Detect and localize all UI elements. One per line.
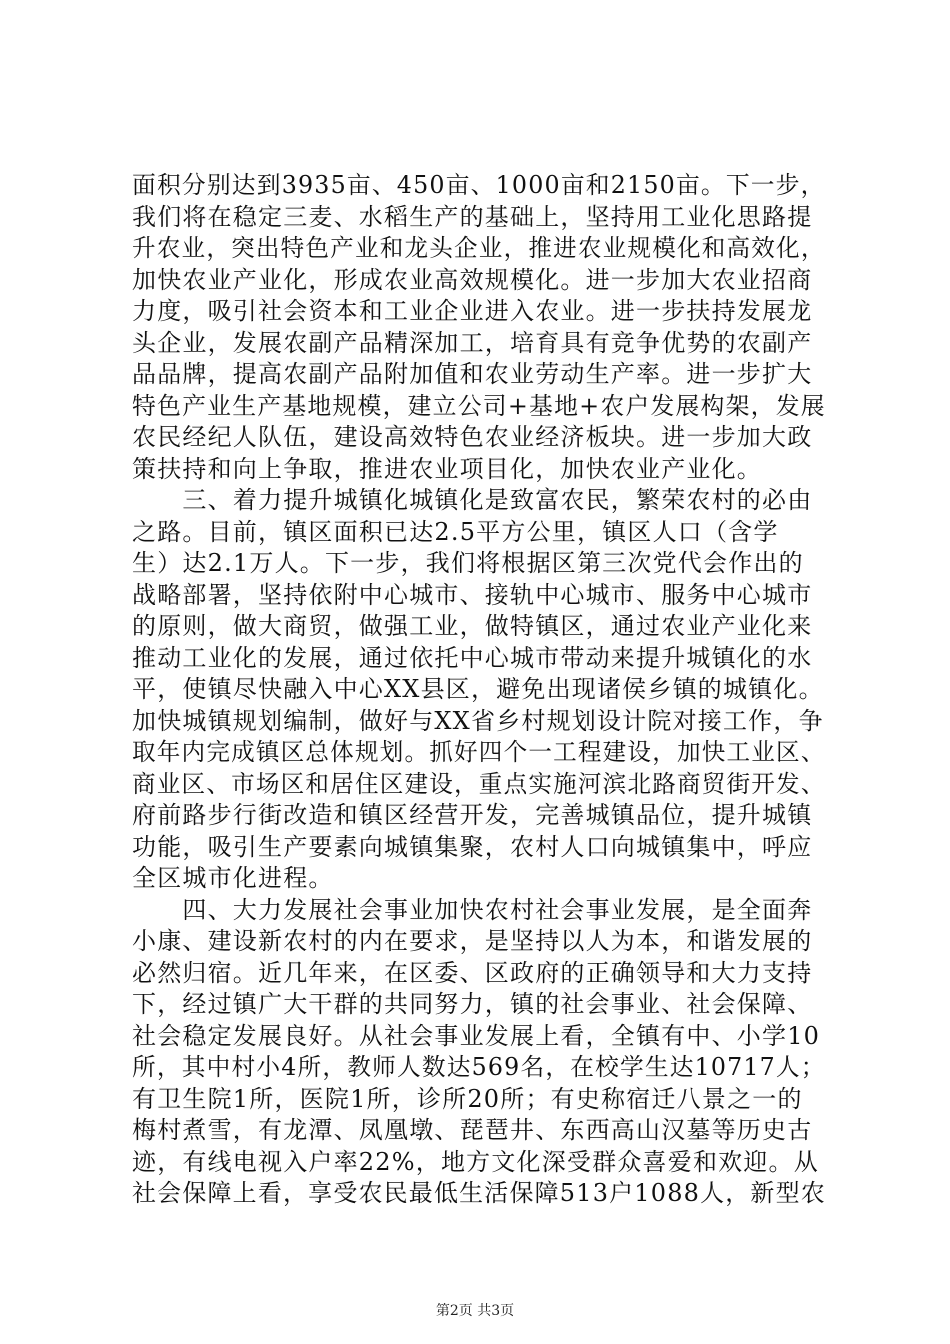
text-line: 我们将在稳定三麦、水稻生产的基础上，坚持用工业化思路提: [132, 202, 813, 231]
text-line: 有卫生院1所，医院1所，诊所20所；有史称宿迁八景之一的: [132, 1084, 803, 1113]
text-line: 三、着力提升城镇化城镇化是致富农民，繁荣农村的必由: [132, 486, 813, 514]
text-line: 头企业，发展农副产品精深加工，培育具有竞争优势的农副产: [132, 328, 813, 357]
text-line: 全区城市化进程。: [132, 864, 334, 892]
text-line: 力度，吸引社会资本和工业企业进入农业。进一步扶持发展龙: [132, 297, 813, 325]
text-line: 生）达2.1万人。下一步，我们将根据区第三次党代会作出的: [132, 549, 804, 577]
text-line: 下，经过镇广大干群的共同努力，镇的社会事业、社会保障、: [132, 990, 813, 1018]
text-line: 商业区、市场区和居住区建设，重点实施河滨北路商贸街开发、: [132, 769, 826, 798]
page-footer: 第2页 共3页: [435, 1303, 515, 1319]
document-body: [132, 170, 826, 1210]
text-line: 加快城镇规划编制，做好与XX省乡村规划设计院对接工作，争: [132, 706, 824, 735]
text-line: 小康、建设新农村的内在要求，是坚持以人为本，和谐发展的: [132, 927, 813, 955]
text-line: 功能，吸引生产要素向城镇集聚，农村人口向城镇集中，呼应: [132, 832, 813, 861]
text-line: 升农业，突出特色产业和龙头企业，推进农业规模化和高效化，: [132, 234, 826, 262]
text-line: 加快农业产业化，形成农业高效规模化。进一步加大农业招商: [132, 265, 813, 294]
text-line: 梅村煮雪，有龙潭、凤凰墩、琵琶井、东西高山汉墓等历史古: [132, 1116, 813, 1144]
text-line: 品品牌，提高农副产品附加值和农业劳动生产率。进一步扩大: [132, 360, 813, 388]
text-line: 策扶持和向上争取，推进农业项目化，加快农业产业化。: [132, 454, 762, 483]
text-line: 面积分别达到3935亩、450亩、1000亩和2150亩。下一步，: [132, 171, 826, 199]
text-line: 平，使镇尽快融入中心XX县区，避免出现诸侯乡镇的城镇化。: [132, 675, 824, 703]
text-line: 农民经纪人队伍，建设高效特色农业经济板块。进一步加大政: [132, 423, 813, 451]
text-line: 所，其中村小4所，教师人数达569名，在校学生达10717人；: [132, 1053, 826, 1081]
text-line: 必然归宿。近几年来，在区委、区政府的正确领导和大力支持: [132, 958, 813, 987]
text-line: 迹，有线电视入户率22%，地方文化深受群众喜爱和欢迎。从: [132, 1147, 819, 1176]
text-line: 社会保障上看，享受农民最低生活保障513户1088人，新型农: [132, 1179, 826, 1207]
text-line: 的原则，做大商贸，做强工业，做特镇区，通过农业产业化来: [132, 612, 813, 640]
text-line: 取年内完成镇区总体规划。抓好四个一工程建设，加快工业区、: [132, 738, 826, 766]
text-line: 之路。目前，镇区面积已达2.5平方公里，镇区人口（含学: [132, 517, 779, 546]
text-line: 府前路步行街改造和镇区经营开发，完善城镇品位，提升城镇: [132, 801, 813, 829]
text-line: 推动工业化的发展，通过依托中心城市带动来提升城镇化的水: [132, 643, 813, 672]
text-line: 四、大力发展社会事业加快农村社会事业发展，是全面奔: [132, 895, 813, 924]
text-line: 社会稳定发展良好。从社会事业发展上看，全镇有中、小学10: [132, 1021, 821, 1050]
text-line: 特色产业生产基地规模，建立公司+基地+农户发展构架，发展: [132, 391, 826, 420]
text-line: 战略部署，坚持依附中心城市、接轨中心城市、服务中心城市: [132, 580, 813, 609]
